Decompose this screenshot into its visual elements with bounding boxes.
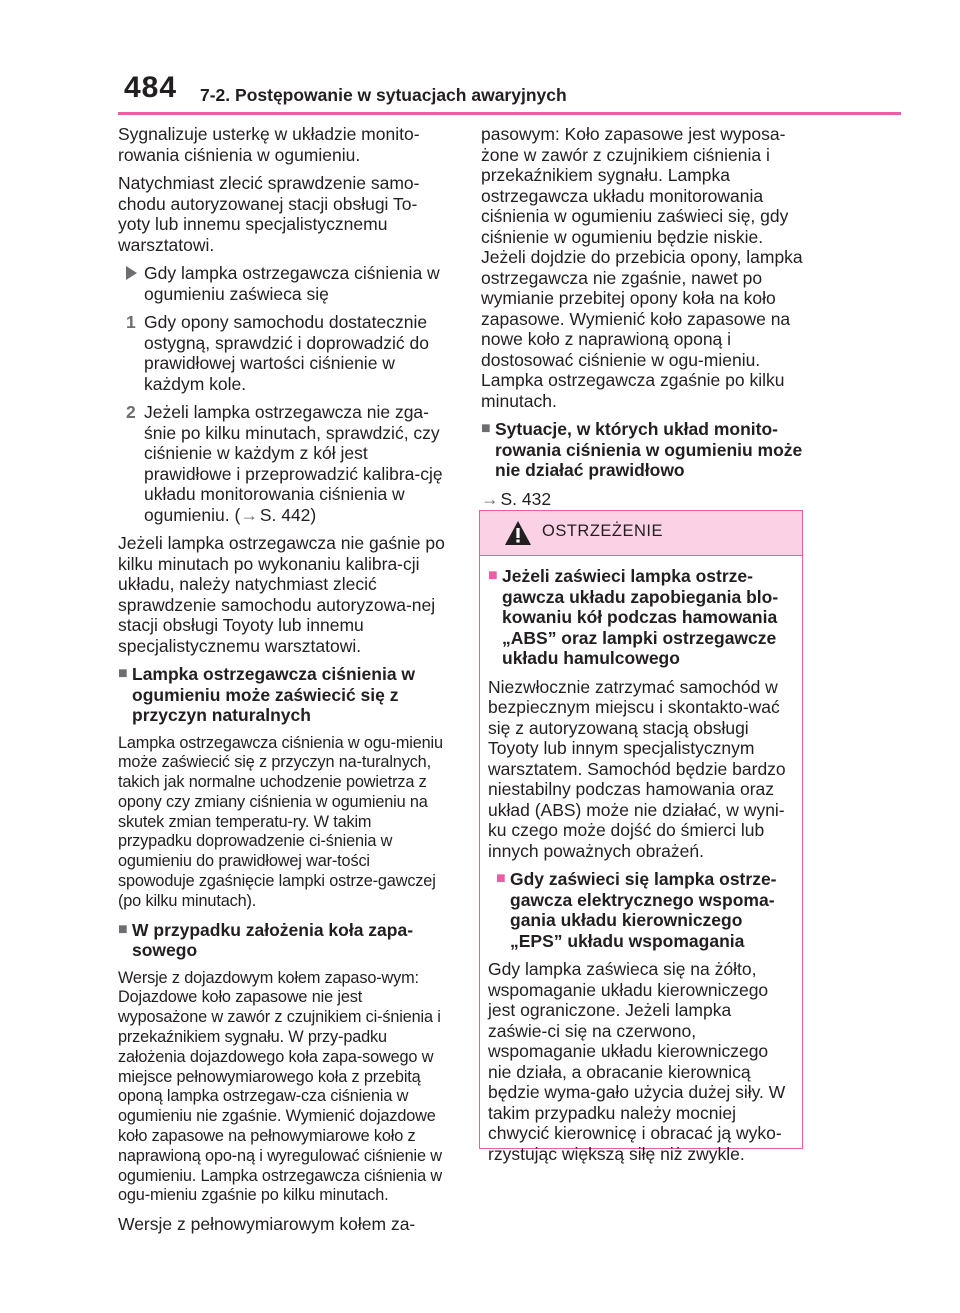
- warning-section-heading: [496, 869, 794, 951]
- square-bullet-icon: ■: [496, 870, 506, 887]
- page-number: 484: [124, 71, 178, 104]
- page-reference-link[interactable]: S. 442: [259, 504, 311, 525]
- step-text-b: ): [310, 504, 317, 525]
- section-heading: [118, 920, 448, 961]
- warning-section-heading: [488, 566, 794, 669]
- section-heading: [118, 664, 448, 726]
- right-triangle-bullet-icon: [126, 266, 137, 280]
- square-bullet-icon: ■: [488, 567, 498, 584]
- paragraph: Natychmiast zlecić sprawdzenie samo-chodu autoryzowanej stacji obsługi To-yoty lub innemu specjalistycznemu warsztatowi.: [118, 173, 420, 255]
- warning-paragraph: Niezwłocznie zatrzymać samochód w bezpiecznym miejscu i skontakto-wać się z autoryzowaną stacją obsługi Toyoty lub innym specjalistycznym warsztatem. Samochód będzie bardzo niestabilny podczas hamowania oraz układ (ABS) może nie działać, w wyni-ku czego może dojść do śmierci lub innych poważnych obrażeń.: [488, 676, 786, 861]
- page-header: [0, 0, 960, 120]
- arrow-item-text: Gdy lampka ostrzegawcza ciśnienia w ogumieniu zaświeca się: [144, 263, 440, 304]
- warning-box: [479, 510, 803, 1164]
- warning-paragraph: Gdy lampka zaświeca się na żółto, wspomaganie układu kierowniczego jest ograniczone. Jeżeli lampka zaświe-ci się na czerwono, wspomaganie układu kierowniczego nie działa, a obracanie kierownicą będzie wyma-gało użycia dużej siły. W takim przypadku należy mocniej chwycić kierownicę i obracać ją wyko-rzystując większą siłę niż zwykle.: [488, 959, 786, 1164]
- left-column: [118, 124, 448, 1243]
- step-number: 1: [126, 312, 136, 332]
- step-2: [126, 402, 448, 525]
- warning-triangle-icon: [504, 520, 532, 546]
- right-column: [481, 124, 811, 517]
- paragraph: Sygnalizuje usterkę w układzie monito-rowania ciśnienia w ogumieniu.: [118, 124, 420, 165]
- step-text: [144, 402, 448, 525]
- chapter-title: 7-2. Postępowanie w sytuacjach awaryjnych: [200, 85, 567, 105]
- step-text-a: Jeżeli lampka ostrzegawcza nie zga-śnie po kilku minutach, sprawdzić, czy ciśnienie w każdym z kół jest prawidłowe i przeprowadzić kalibra-cję układu monitorowania ciśnienia w ogumieniu. (: [144, 402, 443, 525]
- warning-heading-text: Gdy zaświeci się lampka ostrze-gawcza elektrycznego wspoma-gania układu kierowniczego „EPS” układu wspomagania: [510, 869, 777, 951]
- step-text: Gdy opony samochodu dostatecznie ostygną, sprawdzić i doprowadzić do prawidłowej wartości ciśnienie w każdym kole.: [144, 312, 430, 394]
- warning-title: OSTRZEŻENIE: [542, 522, 664, 540]
- arrow-item: [126, 263, 448, 304]
- section-heading: [481, 419, 811, 481]
- warning-heading-text: Jeżeli zaświeci lampka ostrze-gawcza układu zapobiegania blo-kowaniu kół podczas hamowania „ABS” oraz lampki ostrzegawcze układu hamulcowego: [502, 566, 779, 668]
- paragraph: Lampka ostrzegawcza ciśnienia w ogu-mieniu może zaświecić się z przyczyn na-turalnych, takich jak normalne uchodzenie powietrza z opony czy zmiany ciśnienia w ogumieniu na skutek zmian temperatu-ry. W takim przypadku doprowadzenie ci-śnienia w ogumieniu do prawidłowej war-tości spowoduje zgaśnięcie lampki ostrze-gawczej (po kilku minutach).: [118, 733, 443, 910]
- header-rule: [118, 112, 901, 115]
- step-number: 2: [126, 402, 136, 422]
- section-heading-text: Sytuacje, w których układ monito-rowania ciśnienia w ogumieniu może nie działać prawidłowo: [495, 419, 803, 480]
- ref-arrow-icon: →: [240, 504, 258, 525]
- paragraph: Wersje z dojazdowym kołem zapaso-wym: Dojazdowe koło zapasowe nie jest wyposażone w zawór z czujnikiem ci-śnienia i przekaźnikiem sygnału. W przy-padku założenia dojazdowego koła zapa-sowego w miejsce pełnowymiarowego koła z przebitą oponą lampka ostrzegaw-cza ciśnienia w ogumieniu nie zgaśnie. Wymienić dojazdowe koło zapasowe na pełnowymiarowe koło z naprawioną opo-ną i wyregulować ciśnienie w ogumieniu. Lampka ostrzegawcza ciśnienia w ogu-mieniu zgaśnie po kilku minutach.: [118, 968, 443, 1205]
- paragraph: Jeżeli lampka ostrzegawcza nie gaśnie po kilku minutach po wykonaniu kalibra-cji układu, należy natychmiast zlecić sprawdzenie samochodu autoryzowa-nej stacji obsługi Toyoty lub innemu specjalistycznemu warsztatowi.: [118, 533, 445, 656]
- paragraph: Wersje z pełnowymiarowym kołem za-: [118, 1214, 416, 1235]
- square-bullet-icon: ■: [118, 920, 128, 938]
- paragraph: pasowym: Koło zapasowe jest wyposa-żone w zawór z czujnikiem ciśnienia i przekaźnikiem sygnału. Lampka ostrzegawcza układu monitorowania ciśnienia w ogumieniu zaświeci się, gdy ciśnienie w ogumieniu będzie niskie. Jeżeli dojdzie do przebicia opony, lampka ostrzegawcza nie zgaśnie, nawet po wymianie przebitej opony koła na koło zapasowe. Wymienić koło zapasowe na nowe koło z naprawioną oponą i dostosować ciśnienie w ogu-mieniu. Lampka ostrzegawcza zgaśnie po kilku minutach.: [481, 124, 803, 411]
- warning-header: [480, 511, 802, 556]
- warning-body: [480, 556, 802, 1164]
- square-bullet-icon: ■: [481, 420, 491, 437]
- step-1: [126, 312, 448, 394]
- section-heading-text: W przypadku założenia koła zapa-sowego: [132, 919, 414, 961]
- page-reference-link[interactable]: S. 432: [500, 488, 552, 509]
- ref-arrow-icon: →: [481, 488, 499, 509]
- section-heading-text: Lampka ostrzegawcza ciśnienia w ogumieniu może zaświecić się z przyczyn naturalnych: [132, 664, 416, 725]
- page-reference: [481, 489, 811, 510]
- square-bullet-icon: ■: [118, 665, 128, 682]
